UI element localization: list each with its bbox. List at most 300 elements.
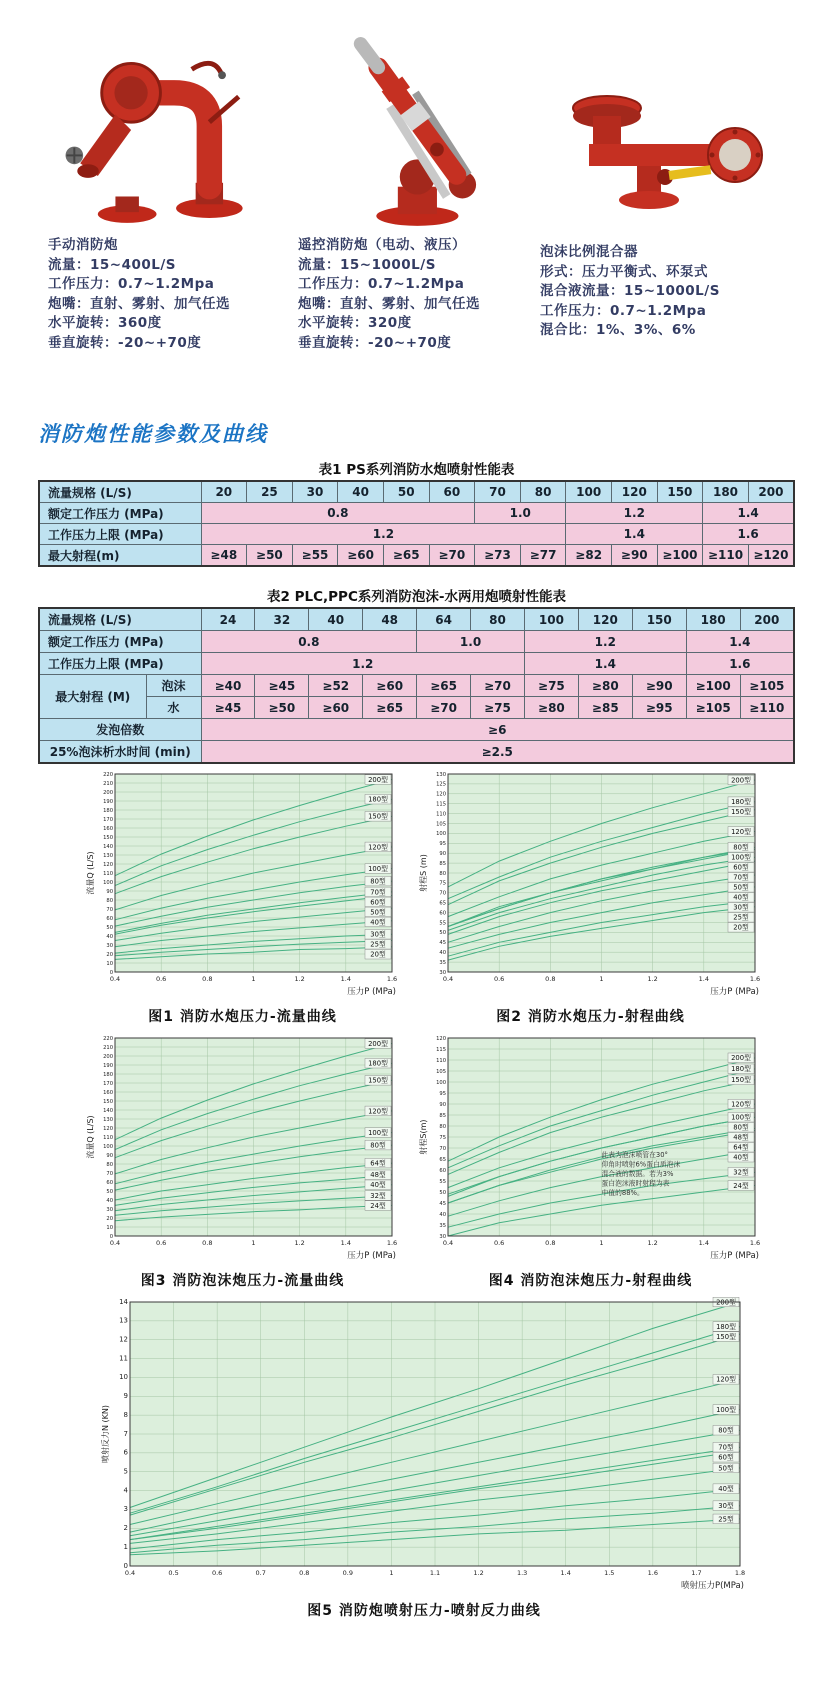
svg-text:0.6: 0.6 bbox=[493, 1239, 505, 1247]
t2-range-water-cell: ≥80 bbox=[524, 697, 578, 719]
svg-text:10: 10 bbox=[106, 960, 113, 967]
svg-text:10: 10 bbox=[119, 1373, 128, 1382]
svg-text:60: 60 bbox=[439, 1167, 446, 1174]
t1-flow-cell: 25 bbox=[247, 481, 293, 503]
svg-text:35: 35 bbox=[439, 959, 446, 966]
series-label: 180型 bbox=[731, 1065, 751, 1074]
series-label: 120型 bbox=[368, 843, 388, 852]
chart-note: 混合液的数据。若为3% bbox=[601, 1169, 674, 1178]
svg-text:130: 130 bbox=[436, 771, 446, 778]
svg-text:0.4: 0.4 bbox=[442, 1239, 454, 1247]
svg-text:190: 190 bbox=[103, 798, 113, 805]
series-label: 150型 bbox=[731, 808, 751, 817]
t2-rated-pressure-cell: 0.8 bbox=[201, 631, 417, 653]
product-specs-remote bbox=[298, 236, 480, 353]
t1-max-range-cell: ≥110 bbox=[703, 545, 749, 567]
t2-max-pressure-cell: 1.6 bbox=[686, 653, 794, 675]
series-label: 40型 bbox=[733, 1153, 749, 1162]
t2-flow-cell: 150 bbox=[632, 608, 686, 631]
svg-text:70: 70 bbox=[439, 890, 446, 897]
svg-text:8: 8 bbox=[123, 1410, 128, 1419]
series-label: 70型 bbox=[718, 1443, 734, 1452]
series-label: 24型 bbox=[370, 1201, 386, 1210]
t2-range-water-cell: ≥70 bbox=[417, 697, 471, 719]
series-label: 40型 bbox=[370, 918, 386, 927]
table2-performance-foam-water bbox=[38, 607, 795, 764]
t2-row-header-max-range: 最大射程 (M) bbox=[39, 675, 146, 719]
svg-text:60: 60 bbox=[106, 1179, 113, 1186]
svg-text:140: 140 bbox=[103, 843, 113, 850]
t1-max-range-cell: ≥65 bbox=[383, 545, 429, 567]
t2-flow-cell: 200 bbox=[740, 608, 794, 631]
series-label: 150型 bbox=[368, 812, 388, 821]
t2-range-water-cell: ≥110 bbox=[740, 697, 794, 719]
svg-text:120: 120 bbox=[103, 1125, 113, 1132]
y-axis-label: 射程S(m) bbox=[419, 1119, 428, 1155]
svg-text:0.7: 0.7 bbox=[255, 1569, 266, 1577]
series-label: 20型 bbox=[370, 950, 386, 959]
product-specs-manual bbox=[48, 236, 230, 353]
series-label: 150型 bbox=[716, 1332, 736, 1341]
t1-rated-pressure-cell: 1.4 bbox=[703, 503, 794, 524]
svg-text:40: 40 bbox=[439, 1211, 446, 1218]
t2-row-header: 工作压力上限 (MPa) bbox=[39, 653, 201, 675]
t1-flow-cell: 50 bbox=[383, 481, 429, 503]
series-label: 150型 bbox=[731, 1076, 751, 1085]
t2-drain-time-cell: ≥2.5 bbox=[201, 741, 794, 764]
svg-text:0.5: 0.5 bbox=[168, 1569, 179, 1577]
remote-fire-monitor-image bbox=[300, 26, 525, 231]
svg-text:0.6: 0.6 bbox=[155, 975, 167, 983]
svg-text:55: 55 bbox=[439, 920, 446, 927]
svg-text:160: 160 bbox=[103, 825, 113, 832]
series-label: 200型 bbox=[731, 776, 751, 785]
svg-text:120: 120 bbox=[436, 1035, 446, 1042]
series-label: 180型 bbox=[368, 1059, 388, 1068]
svg-text:1: 1 bbox=[599, 975, 604, 983]
series-label: 24型 bbox=[733, 1181, 749, 1190]
svg-text:95: 95 bbox=[439, 841, 446, 848]
series-label: 70型 bbox=[370, 888, 386, 897]
svg-text:55: 55 bbox=[439, 1178, 446, 1185]
svg-text:1.2: 1.2 bbox=[473, 1569, 484, 1577]
t1-row-header: 最大射程(m) bbox=[39, 545, 201, 567]
product-spec: 混合液流量：15~1000L/S bbox=[540, 283, 720, 299]
svg-text:110: 110 bbox=[103, 1134, 113, 1141]
svg-text:30: 30 bbox=[439, 1233, 446, 1240]
t2-flow-cell: 80 bbox=[471, 608, 525, 631]
svg-text:20: 20 bbox=[106, 1215, 113, 1222]
svg-text:115: 115 bbox=[436, 801, 446, 808]
svg-text:210: 210 bbox=[103, 780, 113, 787]
svg-text:0: 0 bbox=[123, 1561, 128, 1570]
chart-svg-fig3 bbox=[85, 1030, 400, 1264]
svg-text:85: 85 bbox=[439, 1112, 446, 1119]
t1-max-range-cell: ≥70 bbox=[429, 545, 475, 567]
svg-text:1.2: 1.2 bbox=[647, 975, 658, 983]
svg-text:75: 75 bbox=[439, 880, 446, 887]
svg-text:150: 150 bbox=[103, 834, 113, 841]
svg-text:100: 100 bbox=[436, 831, 446, 838]
svg-text:1: 1 bbox=[389, 1569, 394, 1577]
t2-max-pressure-cell: 1.4 bbox=[524, 653, 686, 675]
y-axis-label: 流量Q (L/S) bbox=[86, 851, 95, 895]
t1-flow-cell: 200 bbox=[748, 481, 794, 503]
t2-range-water-cell: ≥95 bbox=[632, 697, 686, 719]
y-axis-label: 流量Q (L/S) bbox=[86, 1115, 95, 1159]
svg-text:0.8: 0.8 bbox=[545, 1239, 556, 1247]
t2-range-foam-cell: ≥75 bbox=[524, 675, 578, 697]
svg-text:1.5: 1.5 bbox=[604, 1569, 615, 1577]
series-label: 25型 bbox=[370, 940, 386, 949]
svg-text:45: 45 bbox=[439, 940, 446, 947]
chart-fig5 bbox=[100, 1294, 748, 1620]
t1-flow-cell: 150 bbox=[657, 481, 703, 503]
svg-text:90: 90 bbox=[439, 1101, 446, 1108]
svg-text:140: 140 bbox=[103, 1107, 113, 1114]
table1-performance-water bbox=[38, 480, 795, 567]
svg-text:95: 95 bbox=[439, 1090, 446, 1097]
series-label: 80型 bbox=[370, 1141, 386, 1150]
section-title: 消防炮性能参数及曲线 bbox=[38, 422, 268, 446]
svg-text:2: 2 bbox=[123, 1524, 128, 1533]
t2-flow-cell: 100 bbox=[524, 608, 578, 631]
x-axis-label: 压力P (MPa) bbox=[710, 987, 759, 997]
series-label: 20型 bbox=[733, 923, 749, 932]
svg-text:50: 50 bbox=[439, 1189, 446, 1196]
series-label: 70型 bbox=[733, 873, 749, 882]
svg-text:0.8: 0.8 bbox=[299, 1569, 310, 1577]
svg-text:0: 0 bbox=[109, 1233, 113, 1240]
svg-text:1.7: 1.7 bbox=[691, 1569, 702, 1577]
chart-fig1 bbox=[85, 766, 400, 1026]
svg-text:40: 40 bbox=[439, 950, 446, 956]
svg-text:13: 13 bbox=[119, 1316, 128, 1325]
svg-text:170: 170 bbox=[103, 816, 113, 823]
table2-title: 表2 PLC,PPC系列消防泡沫-水两用炮喷射性能表 bbox=[267, 589, 566, 605]
chart-fig2 bbox=[418, 766, 763, 1026]
t1-flow-cell: 70 bbox=[475, 481, 521, 503]
svg-text:1.6: 1.6 bbox=[647, 1569, 659, 1577]
t1-row-header: 额定工作压力 (MPa) bbox=[39, 503, 201, 524]
svg-text:1.2: 1.2 bbox=[294, 1239, 305, 1247]
product-spec: 炮嘴：直射、雾射、加气任选 bbox=[48, 295, 230, 312]
svg-text:180: 180 bbox=[103, 807, 113, 814]
svg-text:90: 90 bbox=[106, 888, 113, 895]
series-label: 80型 bbox=[718, 1426, 734, 1435]
t2-rated-pressure-cell: 1.2 bbox=[524, 631, 686, 653]
t1-max-range-cell: ≥120 bbox=[748, 545, 794, 567]
y-axis-label: 射程S (m) bbox=[419, 854, 428, 892]
series-label: 50型 bbox=[370, 908, 386, 917]
series-label: 50型 bbox=[733, 883, 749, 892]
table1-title: 表1 PS系列消防水炮喷射性能表 bbox=[318, 462, 515, 478]
product-spec: 工作压力：0.7~1.2Mpa bbox=[540, 302, 707, 319]
series-label: 25型 bbox=[733, 913, 749, 922]
svg-text:110: 110 bbox=[103, 870, 113, 877]
series-label: 48型 bbox=[733, 1133, 749, 1142]
t1-max-range-cell: ≥60 bbox=[338, 545, 384, 567]
svg-text:85: 85 bbox=[439, 860, 446, 867]
t2-flow-cell: 120 bbox=[578, 608, 632, 631]
svg-text:1.3: 1.3 bbox=[516, 1569, 528, 1577]
series-label: 40型 bbox=[733, 893, 749, 902]
series-label: 100型 bbox=[368, 1128, 388, 1137]
t2-sub-header-water: 水 bbox=[146, 697, 201, 719]
product-specs-proportioner bbox=[540, 243, 720, 341]
t2-range-water-cell: ≥60 bbox=[309, 697, 363, 719]
chart-caption: 图3 消防泡沫炮压力-流量曲线 bbox=[140, 1273, 345, 1289]
svg-text:65: 65 bbox=[439, 1156, 446, 1163]
t2-range-foam-cell: ≥45 bbox=[255, 675, 309, 697]
t2-sub-header-foam: 泡沫 bbox=[146, 675, 201, 697]
svg-text:0.6: 0.6 bbox=[493, 975, 505, 983]
x-axis-label: 压力P (MPa) bbox=[710, 1251, 759, 1261]
t2-range-foam-cell: ≥65 bbox=[417, 675, 471, 697]
svg-text:150: 150 bbox=[103, 1098, 113, 1105]
t1-flow-cell: 20 bbox=[201, 481, 247, 503]
svg-text:50: 50 bbox=[439, 930, 446, 937]
svg-text:20: 20 bbox=[106, 951, 113, 958]
svg-text:105: 105 bbox=[436, 821, 446, 828]
series-label: 200型 bbox=[368, 1039, 388, 1048]
svg-text:50: 50 bbox=[106, 1188, 113, 1195]
svg-text:100: 100 bbox=[436, 1079, 446, 1086]
chart-svg-fig1 bbox=[85, 766, 400, 1000]
series-label: 100型 bbox=[716, 1405, 736, 1414]
chart-caption: 图5 消防炮喷射压力-喷射反力曲线 bbox=[307, 1603, 541, 1619]
series-label: 40型 bbox=[718, 1485, 734, 1494]
t2-range-foam-cell: ≥52 bbox=[309, 675, 363, 697]
t2-range-foam-cell: ≥80 bbox=[578, 675, 632, 697]
svg-text:80: 80 bbox=[106, 897, 113, 904]
t1-max-range-cell: ≥100 bbox=[657, 545, 703, 567]
svg-text:0.9: 0.9 bbox=[342, 1569, 354, 1577]
t1-max-range-cell: ≥55 bbox=[292, 545, 338, 567]
t1-max-range-cell: ≥82 bbox=[566, 545, 612, 567]
svg-text:70: 70 bbox=[106, 906, 113, 913]
svg-text:105: 105 bbox=[436, 1068, 446, 1075]
svg-text:0.6: 0.6 bbox=[155, 1239, 167, 1247]
svg-text:3: 3 bbox=[123, 1505, 128, 1514]
svg-text:100: 100 bbox=[103, 879, 113, 886]
svg-text:170: 170 bbox=[103, 1080, 113, 1087]
t2-flow-cell: 24 bbox=[201, 608, 255, 631]
chart-fig4 bbox=[418, 1030, 763, 1290]
t1-max-range-cell: ≥50 bbox=[247, 545, 293, 567]
svg-text:1.4: 1.4 bbox=[340, 975, 352, 983]
svg-text:100: 100 bbox=[103, 1143, 113, 1150]
x-axis-label: 压力P (MPa) bbox=[347, 987, 396, 997]
svg-text:80: 80 bbox=[106, 1161, 113, 1168]
svg-text:1: 1 bbox=[251, 1239, 256, 1247]
chart-canvas bbox=[85, 766, 400, 1004]
svg-text:70: 70 bbox=[106, 1170, 113, 1177]
t2-range-water-cell: ≥105 bbox=[686, 697, 740, 719]
chart-note: 此表为泡沫喷管在30° bbox=[601, 1150, 668, 1159]
product-spec: 垂直旋转：-20~+70度 bbox=[298, 334, 452, 351]
series-label: 100型 bbox=[731, 1113, 751, 1122]
series-label: 80型 bbox=[733, 843, 749, 852]
t2-range-foam-cell: ≥105 bbox=[740, 675, 794, 697]
series-label: 100型 bbox=[368, 864, 388, 873]
svg-text:0.8: 0.8 bbox=[202, 1239, 213, 1247]
t1-row-header: 工作压力上限 (MPa) bbox=[39, 524, 201, 545]
svg-text:1.4: 1.4 bbox=[698, 975, 710, 983]
product-spec: 工作压力：0.7~1.2Mpa bbox=[298, 276, 465, 292]
svg-text:160: 160 bbox=[103, 1089, 113, 1096]
t2-max-pressure-cell: 1.2 bbox=[201, 653, 524, 675]
series-label: 200型 bbox=[716, 1298, 736, 1307]
svg-text:4: 4 bbox=[123, 1486, 128, 1495]
t2-row-header: 25%泡沫析水时间 (min) bbox=[39, 741, 201, 764]
series-label: 180型 bbox=[368, 795, 388, 804]
series-label: 80型 bbox=[733, 1123, 749, 1132]
t2-flow-cell: 40 bbox=[309, 608, 363, 631]
series-label: 40型 bbox=[370, 1181, 386, 1190]
t2-range-water-cell: ≥85 bbox=[578, 697, 632, 719]
svg-text:110: 110 bbox=[436, 1057, 446, 1064]
t1-flow-cell: 40 bbox=[338, 481, 384, 503]
t1-row-header: 流量规格 (L/S) bbox=[39, 481, 201, 503]
series-label: 180型 bbox=[716, 1322, 736, 1331]
svg-text:0.4: 0.4 bbox=[109, 975, 121, 983]
t2-rated-pressure-cell: 1.0 bbox=[417, 631, 525, 653]
series-label: 200型 bbox=[368, 775, 388, 784]
svg-text:65: 65 bbox=[439, 900, 446, 907]
t1-max-range-cell: ≥48 bbox=[201, 545, 247, 567]
series-label: 150型 bbox=[368, 1076, 388, 1085]
product-spec: 水平旋转：360度 bbox=[48, 315, 162, 331]
svg-text:180: 180 bbox=[103, 1071, 113, 1078]
t2-rated-pressure-cell: 1.4 bbox=[686, 631, 794, 653]
series-label: 120型 bbox=[731, 1100, 751, 1109]
chart-canvas bbox=[100, 1294, 748, 1598]
t2-range-water-cell: ≥75 bbox=[471, 697, 525, 719]
svg-text:70: 70 bbox=[439, 1145, 446, 1152]
svg-text:14: 14 bbox=[119, 1297, 128, 1306]
svg-text:75: 75 bbox=[439, 1134, 446, 1141]
svg-text:30: 30 bbox=[106, 1206, 113, 1213]
t2-range-foam-cell: ≥40 bbox=[201, 675, 255, 697]
t2-row-header: 流量规格 (L/S) bbox=[39, 608, 201, 631]
t2-range-foam-cell: ≥70 bbox=[471, 675, 525, 697]
series-label: 60型 bbox=[370, 898, 386, 907]
foam-proportioner-image bbox=[545, 80, 780, 230]
svg-text:1.6: 1.6 bbox=[749, 975, 761, 983]
svg-text:60: 60 bbox=[106, 915, 113, 922]
t2-foam-ratio-cell: ≥6 bbox=[201, 719, 794, 741]
svg-text:7: 7 bbox=[123, 1429, 128, 1438]
chart-canvas bbox=[85, 1030, 400, 1268]
svg-text:40: 40 bbox=[106, 1197, 113, 1204]
svg-text:0.8: 0.8 bbox=[545, 975, 556, 983]
t1-max-pressure-cell: 1.6 bbox=[703, 524, 794, 545]
svg-text:5: 5 bbox=[123, 1467, 128, 1476]
series-label: 120型 bbox=[716, 1375, 736, 1384]
product-spec: 混合比：1%、3%、6% bbox=[540, 322, 696, 338]
product-spec: 形式：压力平衡式、环泵式 bbox=[540, 263, 708, 280]
svg-text:190: 190 bbox=[103, 1062, 113, 1069]
svg-text:1.6: 1.6 bbox=[386, 975, 398, 983]
svg-text:1.8: 1.8 bbox=[734, 1569, 746, 1577]
series-label: 180型 bbox=[731, 798, 751, 807]
manual-fire-monitor-image bbox=[45, 26, 270, 231]
svg-text:220: 220 bbox=[103, 1035, 113, 1042]
svg-text:1.6: 1.6 bbox=[386, 1239, 398, 1247]
svg-text:50: 50 bbox=[106, 924, 113, 931]
t2-range-foam-cell: ≥90 bbox=[632, 675, 686, 697]
product-spec: 工作压力：0.7~1.2Mpa bbox=[48, 276, 215, 292]
product-spec: 流量：15~400L/S bbox=[48, 256, 177, 273]
svg-text:45: 45 bbox=[439, 1200, 446, 1207]
series-label: 32型 bbox=[370, 1191, 386, 1200]
svg-text:80: 80 bbox=[439, 870, 446, 877]
svg-text:0: 0 bbox=[109, 969, 113, 976]
svg-text:125: 125 bbox=[436, 781, 446, 788]
svg-text:90: 90 bbox=[439, 851, 446, 857]
x-axis-label: 喷射压力P(MPa) bbox=[680, 1581, 744, 1591]
chart-svg-fig5 bbox=[100, 1294, 748, 1594]
series-label: 30型 bbox=[718, 1502, 734, 1511]
t2-range-water-cell: ≥45 bbox=[201, 697, 255, 719]
t1-rated-pressure-cell: 1.0 bbox=[475, 503, 566, 524]
svg-text:220: 220 bbox=[103, 771, 113, 778]
t2-range-water-cell: ≥50 bbox=[255, 697, 309, 719]
t2-range-water-cell: ≥65 bbox=[363, 697, 417, 719]
chart-caption: 图2 消防水炮压力-射程曲线 bbox=[496, 1009, 685, 1025]
svg-text:110: 110 bbox=[436, 811, 446, 818]
t2-row-header: 额定工作压力 (MPa) bbox=[39, 631, 201, 653]
svg-text:6: 6 bbox=[123, 1448, 128, 1457]
svg-text:1.2: 1.2 bbox=[294, 975, 305, 983]
chart-fig3 bbox=[85, 1030, 400, 1290]
svg-text:120: 120 bbox=[436, 791, 446, 798]
series-label: 100型 bbox=[731, 853, 751, 862]
t2-flow-cell: 48 bbox=[363, 608, 417, 631]
x-axis-label: 压力P (MPa) bbox=[347, 1251, 396, 1261]
svg-text:130: 130 bbox=[103, 1116, 113, 1123]
product-name: 泡沫比例混合器 bbox=[540, 244, 638, 260]
t2-range-foam-cell: ≥60 bbox=[363, 675, 417, 697]
svg-text:200: 200 bbox=[103, 789, 113, 796]
svg-text:130: 130 bbox=[103, 852, 113, 859]
svg-text:1.4: 1.4 bbox=[560, 1569, 571, 1577]
t1-max-range-cell: ≥77 bbox=[520, 545, 566, 567]
svg-text:35: 35 bbox=[439, 1222, 446, 1229]
chart-note: 仰角时喷射6%蛋白质泡沫 bbox=[601, 1160, 681, 1169]
y-axis-label: 喷射反力N (KN) bbox=[101, 1405, 110, 1463]
chart-caption: 图4 消防泡沫炮压力-射程曲线 bbox=[488, 1273, 693, 1289]
svg-text:9: 9 bbox=[123, 1392, 128, 1401]
svg-text:1: 1 bbox=[599, 1239, 604, 1247]
product-spec: 流量：15~1000L/S bbox=[298, 256, 436, 273]
chart-note: 蛋白泡沫液时射程为表 bbox=[601, 1179, 670, 1188]
chart-note: 中值的88%。 bbox=[601, 1188, 644, 1197]
chart-caption: 图1 消防水炮压力-流量曲线 bbox=[148, 1009, 337, 1025]
series-label: 60型 bbox=[718, 1453, 734, 1462]
svg-text:12: 12 bbox=[119, 1335, 128, 1344]
series-label: 25型 bbox=[718, 1515, 734, 1524]
t2-flow-cell: 64 bbox=[417, 608, 471, 631]
t1-max-pressure-cell: 1.4 bbox=[566, 524, 703, 545]
product-name: 手动消防炮 bbox=[48, 237, 118, 253]
series-label: 30型 bbox=[733, 903, 749, 912]
t1-flow-cell: 30 bbox=[292, 481, 338, 503]
t1-flow-cell: 180 bbox=[703, 481, 749, 503]
t2-row-header: 发泡倍数 bbox=[39, 719, 201, 741]
svg-text:80: 80 bbox=[439, 1123, 446, 1130]
